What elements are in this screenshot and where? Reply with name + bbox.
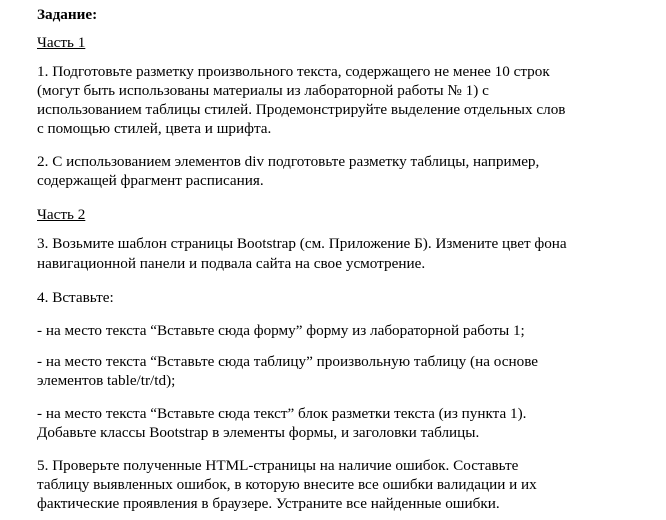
item-1-line: (могут быть использованы материалы из лабораторной работы № 1) с [37, 82, 489, 99]
item-4-form: - на место текста “Вставьте сюда форму” форму из лабораторной работы 1; [37, 322, 525, 339]
part-2-title: Часть 2 [37, 206, 86, 223]
item-1-line: 1. Подготовьте разметку произвольного текста, содержащего не менее 10 строк [37, 63, 550, 80]
item-5-line: таблицу выявленных ошибок, в которую внесите все ошибки валидации и их [37, 476, 537, 493]
item-4-table-line: - на место текста “Вставьте сюда таблицу” произвольную таблицу (на основе [37, 353, 539, 370]
item-4-text-line: Добавьте классы Bootstrap в элементы формы, и заголовки таблицы. [37, 424, 480, 441]
item-3-line: 3. Возьмите шаблон страницы Bootstrap (см. Приложение Б). Измените цвет фона [37, 235, 567, 252]
item-1-line: с помощью стилей, цвета и шрифта. [37, 120, 272, 137]
item-4-text-line: - на место текста “Вставьте сюда текст” блок разметки текста (из пункта 1). [37, 405, 527, 422]
item-4-table-line: элементов table/tr/td); [37, 372, 176, 389]
item-5-line: 5. Проверьте полученные HTML-страницы на наличие ошибок. Составьте [37, 457, 519, 474]
item-4: 4. Вставьте: [37, 289, 114, 306]
item-2-line: содержащей фрагмент расписания. [37, 172, 264, 189]
part-1-title: Часть 1 [37, 34, 86, 51]
item-3-line: навигационной панели и подвала сайта на свое усмотрение. [37, 255, 426, 272]
item-5-line: фактические проявления в браузере. Устраните все найденные ошибки. [37, 495, 500, 512]
item-2-line: 2. С использованием элементов div подготовьте разметку таблицы, например, [37, 153, 540, 170]
item-1-line: использованием таблицы стилей. Продемонстрируйте выделение отдельных слов [37, 101, 566, 118]
assignment-heading: Задание: [37, 6, 98, 23]
